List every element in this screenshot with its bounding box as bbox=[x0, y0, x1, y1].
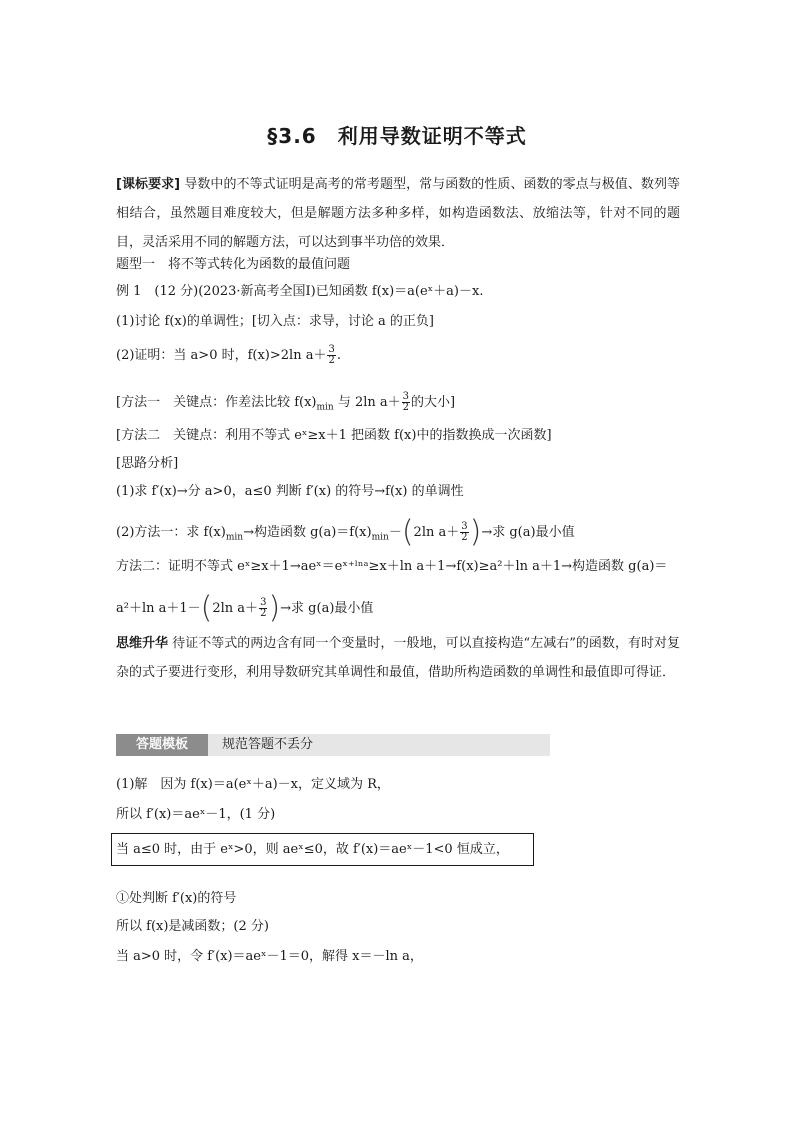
curriculum-requirement bbox=[116, 170, 680, 257]
insight-paragraph bbox=[116, 629, 680, 687]
insight-label: 思维升华 bbox=[116, 636, 169, 651]
left-paren: ( bbox=[401, 514, 414, 550]
example-statement: 例 1 (12 分)(2023·新高考全国Ⅰ)已知函数 f(x)＝a(eˣ＋a)－x. bbox=[116, 284, 484, 299]
analysis-label: [思路分析] bbox=[116, 456, 179, 471]
solution-line-1: (1)解 因为 f(x)＝a(eˣ＋a)－x，定义域为 R， bbox=[116, 777, 390, 792]
analysis-line-1: (1)求 f′(x)→分 a>0，a≤0 判断 f′(x) 的符号→f(x) 的单调性 bbox=[116, 484, 464, 499]
section-title: §3.6 利用导数证明不等式 bbox=[267, 124, 527, 148]
solution-line-2: 所以 f′(x)＝aeˣ－1，(1 分) bbox=[116, 807, 276, 822]
requirement-text: 导数中的不等式证明是高考的常考题型，常与函数的性质、函数的零点与极值、数列等相结合，虽然题目难度较大，但是解题方法多种多样，如构造函数法、放缩法等，针对不同的题目，灵活采用不同的解题方法，可以达到事半功倍的效果． bbox=[116, 177, 680, 250]
fraction-three-halves: $\frac{3}{2}$ bbox=[461, 521, 468, 543]
example-question-2: (2)证明：当 a>0 时，f(x)>2ln a＋ $\frac{3}{2}$ . bbox=[116, 344, 341, 366]
right-paren: ) bbox=[469, 514, 482, 550]
answer-template-bar bbox=[116, 734, 550, 756]
highlighted-step-box bbox=[111, 833, 534, 866]
question-2-text: (2)证明：当 a>0 时，f(x)>2ln a＋ bbox=[116, 348, 327, 363]
solution-line-5: 所以 f(x)是减函数；(2 分) bbox=[116, 919, 269, 934]
analysis-line-3: 方法二：证明不等式 eˣ≥x＋1→aeˣ＝eˣ⁺ˡⁿᵃ≥x＋ln a＋1→f(x)≥a²＋ln a＋1→构造函数 g(a)＝ bbox=[116, 559, 668, 574]
analysis-line-4: a²＋ln a＋1－(2ln a＋ $\frac{3}{2}$ )→求 g(a)最小值 bbox=[116, 590, 374, 626]
solution-annotation: ①处判断 f′(x)的符号 bbox=[116, 891, 237, 906]
example-question-1: (1)讨论 f(x)的单调性；[切入点：求导，讨论 a 的正负] bbox=[116, 314, 434, 329]
method-one-hint: [方法一 关键点：作差法比较 $f(x)_{min}$ 与 2ln a＋ $\frac{3}{2}$ 的大小] bbox=[116, 391, 456, 413]
solution-line-3: 当 a≤0 时，由于 eˣ>0，则 aeˣ≤0，故 f′(x)＝aeˣ－1<0 恒成立， bbox=[116, 842, 509, 857]
solution-line-6: 当 a>0 时，令 f′(x)＝aeˣ－1＝0，解得 x＝－ln a， bbox=[116, 949, 423, 964]
analysis-line-2: (2)方法一：求 $f(x)_{min}\to$构造函数 $g(a)=f(x)_{min}-(2\ln$ a＋ $\frac{3}{2}$ )→求 g(a)最小值 bbox=[116, 514, 575, 550]
requirement-tag: [课标要求] bbox=[116, 177, 181, 192]
insight-text: 待证不等式的两边含有同一个变量时，一般地，可以直接构造“左减右”的函数，有时对复杂的式子要进行变形，利用导数研究其单调性和最值，借助所构造函数的单调性和最值即可得证． bbox=[116, 636, 680, 680]
fraction-three-halves: $\frac{3}{2}$ bbox=[402, 391, 410, 413]
answer-template-text: 规范答题不丢分 bbox=[222, 737, 314, 752]
type-heading: 题型一 将不等式转化为函数的最值问题 bbox=[116, 257, 351, 272]
left-paren: ( bbox=[200, 590, 213, 626]
fraction-three-halves: $\frac{3}{2}$ bbox=[260, 597, 267, 619]
answer-template-tag: 答题模板 bbox=[116, 734, 208, 756]
method-two-hint: [方法二 关键点：利用不等式 eˣ≥x＋1 把函数 f(x)中的指数换成一次函数] bbox=[116, 428, 552, 443]
fraction-three-halves: $\frac{3}{2}$ bbox=[328, 344, 335, 366]
right-paren: ) bbox=[268, 590, 281, 626]
